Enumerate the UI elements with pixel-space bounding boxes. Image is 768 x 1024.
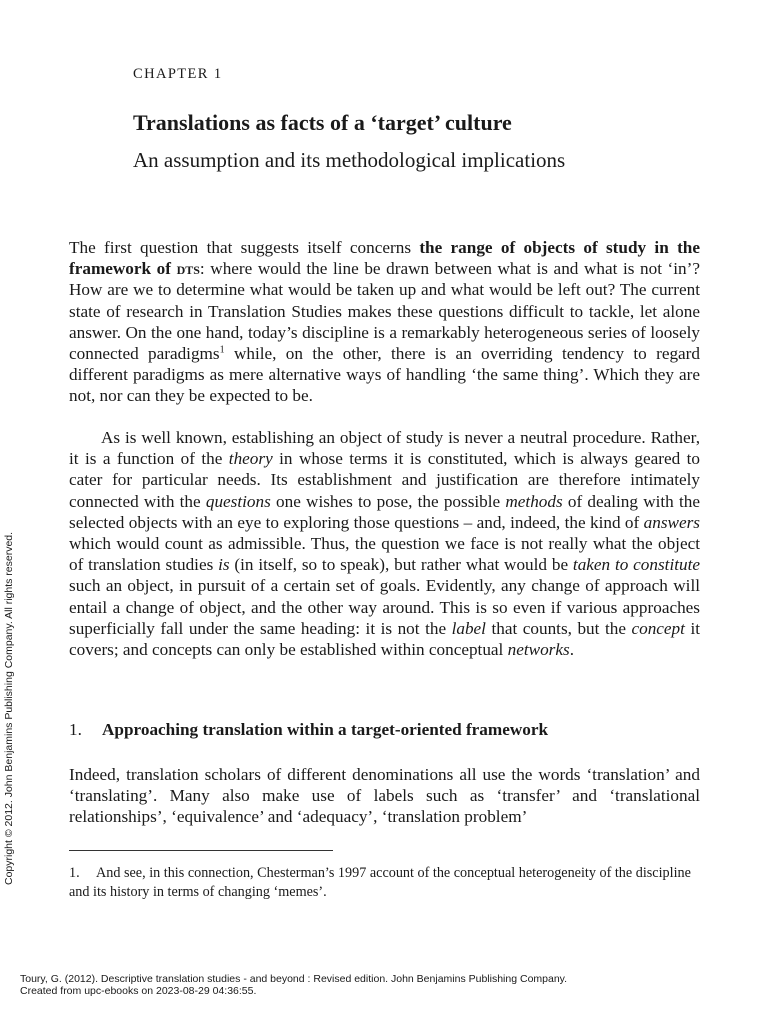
p2-italic: concept [631, 618, 685, 638]
chapter-title: Translations as facts of a ‘target’ culture [133, 110, 512, 135]
p2-text: that counts, but the [485, 618, 632, 638]
chapter-label: CHAPTER 1 [133, 66, 223, 82]
section-number: 1. [69, 720, 82, 739]
footnote-ref[interactable]: 1 [219, 344, 225, 356]
p1-text: while, on the other, there is an overriding tendency to regard different paradigms as mere alternative ways of handling ‘the same thing’. Which they are not, nor can they be expected to be. [69, 344, 700, 406]
footnote-number: 1. [69, 865, 80, 881]
p2-italic: answers [643, 512, 700, 532]
p2-text: it covers; and concepts can only be established within conceptual [69, 618, 700, 660]
p2-text: one wishes to pose, the possible [270, 491, 506, 511]
p2-text: As is well known, establishing an object of study is never a neutral procedure. Rather, it is a function of the [69, 428, 700, 469]
p1-bold-abbrev: dts [176, 259, 200, 279]
p1-text: The first question that suggests itself concerns [69, 238, 420, 257]
section-title: Approaching translation within a target-oriented framework [102, 720, 549, 739]
p2-text: which would count as admissible. Thus, the question we face is not really what the object of translation studies [69, 534, 700, 575]
p2-italic: networks [507, 640, 570, 660]
p2-text: (in itself, so to speak), but rather what would be [229, 555, 573, 575]
p2-italic: label [451, 618, 486, 638]
chapter-subtitle: An assumption and its methodological implications [133, 148, 566, 172]
p1-bold: the range of objects of study in the framework of [69, 238, 700, 279]
citation-line-2: Created from upc-ebooks on 2023-08-29 04:36:55. [20, 985, 257, 997]
p2-italic: is [218, 555, 230, 575]
p2-italic: taken to constitute [572, 555, 700, 575]
p2-text: in whose terms it is constituted, which is always geared to cater for particular needs. Its establishment and justification are therefore intimately connected with the [69, 449, 700, 511]
p2-italic: theory [228, 449, 273, 469]
p2-italic: methods [505, 491, 563, 511]
paragraph-1 [69, 237, 700, 407]
p2-text: of dealing with the selected objects with an eye to exploring those questions – and, indeed, the kind of [69, 491, 700, 532]
citation-footer [20, 973, 567, 997]
p2-italic: questions [205, 491, 271, 511]
footnote-text: And see, in this connection, Chesterman’s 1997 account of the conceptual heterogeneity of the discipline and its history in terms of changing ‘memes’. [69, 865, 691, 900]
paragraph-3: Indeed, translation scholars of different denominations all use the words ‘translation’ and ‘translating’. Many also make use of labels such as ‘transfer’ and ‘translational relationships’, ‘equivalence’ and ‘adequacy’, ‘translation problem’ [69, 765, 700, 827]
p2-text: . [569, 640, 574, 660]
side-copyright-notice: Copyright © 2012. John Benjamins Publishing Company. All rights reserved. [3, 531, 15, 885]
p2-text: such an object, in pursuit of a certain set of goals. Evidently, any change of approach will entail a change of object, and the other way around. This is so even if various approaches superficially fall under the same heading: it is not the [69, 576, 700, 638]
section-heading [69, 720, 548, 740]
paragraph-2 [69, 427, 700, 660]
citation-line-1: Toury, G. (2012). Descriptive translation studies - and beyond : Revised edition. John Benjamins Publishing Company. [20, 973, 568, 985]
footnote-divider [69, 850, 333, 851]
footnote [69, 864, 700, 902]
p1-text: : where would the line be drawn between what is and what is not ‘in’? How are we to determine what would be taken up and what would be left out? The current state of research in Translation Studies makes these questions difficult to tackle, let alone answer. On the one hand, today’s discipline is a remarkably heterogeneous series of loosely connected paradigms [69, 259, 700, 364]
